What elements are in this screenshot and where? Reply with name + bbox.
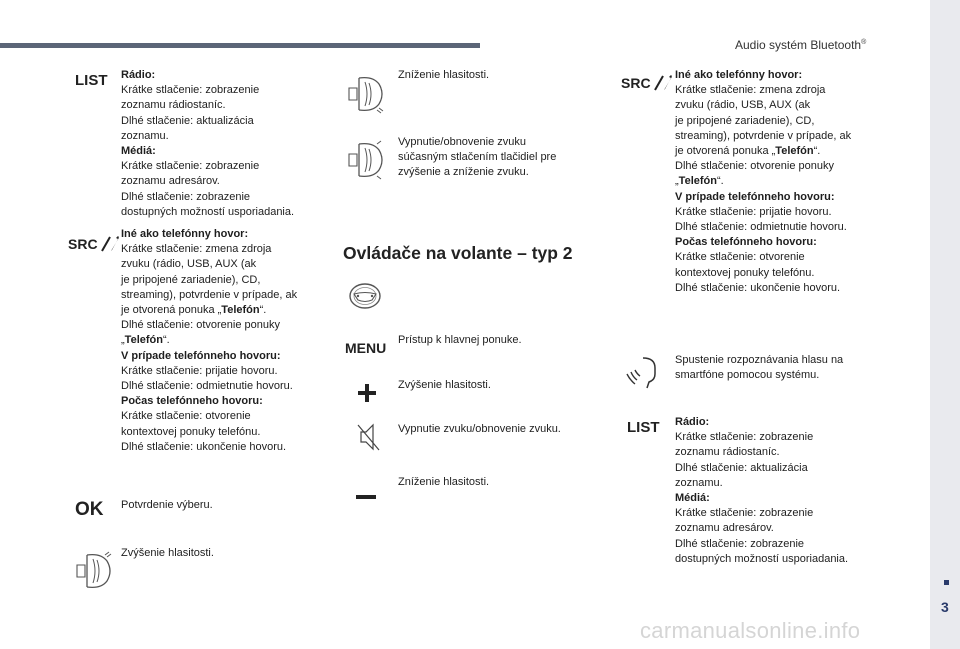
list-label-icon: LIST xyxy=(75,72,108,89)
page-marker xyxy=(944,580,949,585)
header-title: Audio systém Bluetooth xyxy=(735,38,862,52)
mute-description: Vypnutie/obnovenie zvuku súčasným stlačením tlačidiel pre zvýšenie a zníženie zvuku. xyxy=(398,136,557,179)
voice-description: Spustenie rozpoznávania hlasu na smartfóne pomocou systému. xyxy=(675,354,844,382)
thumbwheel-down-icon xyxy=(343,74,387,119)
menu-label-icon: MENU xyxy=(345,340,387,356)
registered-mark: ® xyxy=(861,39,867,46)
thumbwheel-up-icon xyxy=(71,551,115,596)
minus-icon xyxy=(356,487,376,505)
page-sidebar xyxy=(930,0,960,649)
header-bar xyxy=(0,43,480,48)
plus-icon xyxy=(358,384,376,407)
page-number: 3 xyxy=(941,599,949,615)
list-description-2: Rádio: Krátke stlačenie: zobrazenie zoznamu rádiostaníc. Dlhé stlačenie: aktualizácia zoznamu. Médiá: Krátke stlačenie: zobrazenie zoznamu adresárov. Dlhé stlačenie: zobrazenie dostupných možností usporiadania. xyxy=(675,416,849,565)
thumbwheel-mute-icon xyxy=(343,140,387,185)
steering-wheel-icon xyxy=(348,282,382,315)
page-header xyxy=(735,38,866,52)
watermark: carmanualsonline.info xyxy=(640,618,861,643)
list-description: Rádio: Krátke stlačenie: zobrazenie zoznamu rádiostaníc. Dlhé stlačenie: aktualizácia zoznamu. Médiá: Krátke stlačenie: zobrazenie zoznamu adresárov. Dlhé stlačenie: zobrazenie dostupných možností usporiadania. xyxy=(121,69,295,218)
minus-description: Zníženie hlasitosti. xyxy=(398,476,490,488)
volup-description: Zvýšenie hlasitosti. xyxy=(121,547,214,559)
menu-description: Prístup k hlavnej ponuke. xyxy=(398,334,522,346)
voice-recognition-icon xyxy=(625,356,659,395)
mute-speaker-icon xyxy=(357,422,381,457)
plus-description: Zvýšenie hlasitosti. xyxy=(398,379,491,391)
ok-description: Potvrdenie výberu. xyxy=(121,499,213,511)
ok-label-icon: OK xyxy=(75,499,104,520)
voldown-description: Zníženie hlasitosti. xyxy=(398,69,490,81)
src-description: Iné ako telefónny hovor: Krátke stlačenie: zmena zdroja zvuku (rádio, USB, AUX (ak je pripojené zariadenie), CD, streaming), potvrdenie v prípade, ak je otvorená ponuka „Telefón“. Dlhé stlačenie: otvorenie ponuky „Telefón“. V prípade telefónneho hovoru: Krátke stlačenie: prijatie hovoru. Dlhé stlačenie: odmietnutie hovoru. Počas telefónneho hovoru: Krátke stlačenie: otvorenie kontextovej ponuky telefónu. Dlhé stlačenie: ukončenie hovoru. xyxy=(121,228,298,453)
mute2-description: Vypnutie zvuku/obnovenie zvuku. xyxy=(398,423,561,435)
src-phone-icon: SRC xyxy=(68,236,98,254)
list-label-icon-2: LIST xyxy=(627,419,660,436)
src-phone-icon-2: SRC xyxy=(621,75,651,93)
src-description-2: Iné ako telefónny hovor: Krátke stlačenie: zmena zdroja zvuku (rádio, USB, AUX (ak je pripojené zariadenie), CD, streaming), potvrdenie v prípade, ak je otvorená ponuka „Telefón“. Dlhé stlačenie: otvorenie ponuky „Telefón“. V prípade telefónneho hovoru: Krátke stlačenie: prijatie hovoru. Dlhé stlačenie: odmietnutie hovoru. Počas telefónneho hovoru: Krátke stlačenie: otvorenie kontextovej ponuky telefónu. Dlhé stlačenie: ukončenie hovoru. xyxy=(675,69,852,294)
section-title: Ovládače na volante – typ 2 xyxy=(343,243,573,263)
